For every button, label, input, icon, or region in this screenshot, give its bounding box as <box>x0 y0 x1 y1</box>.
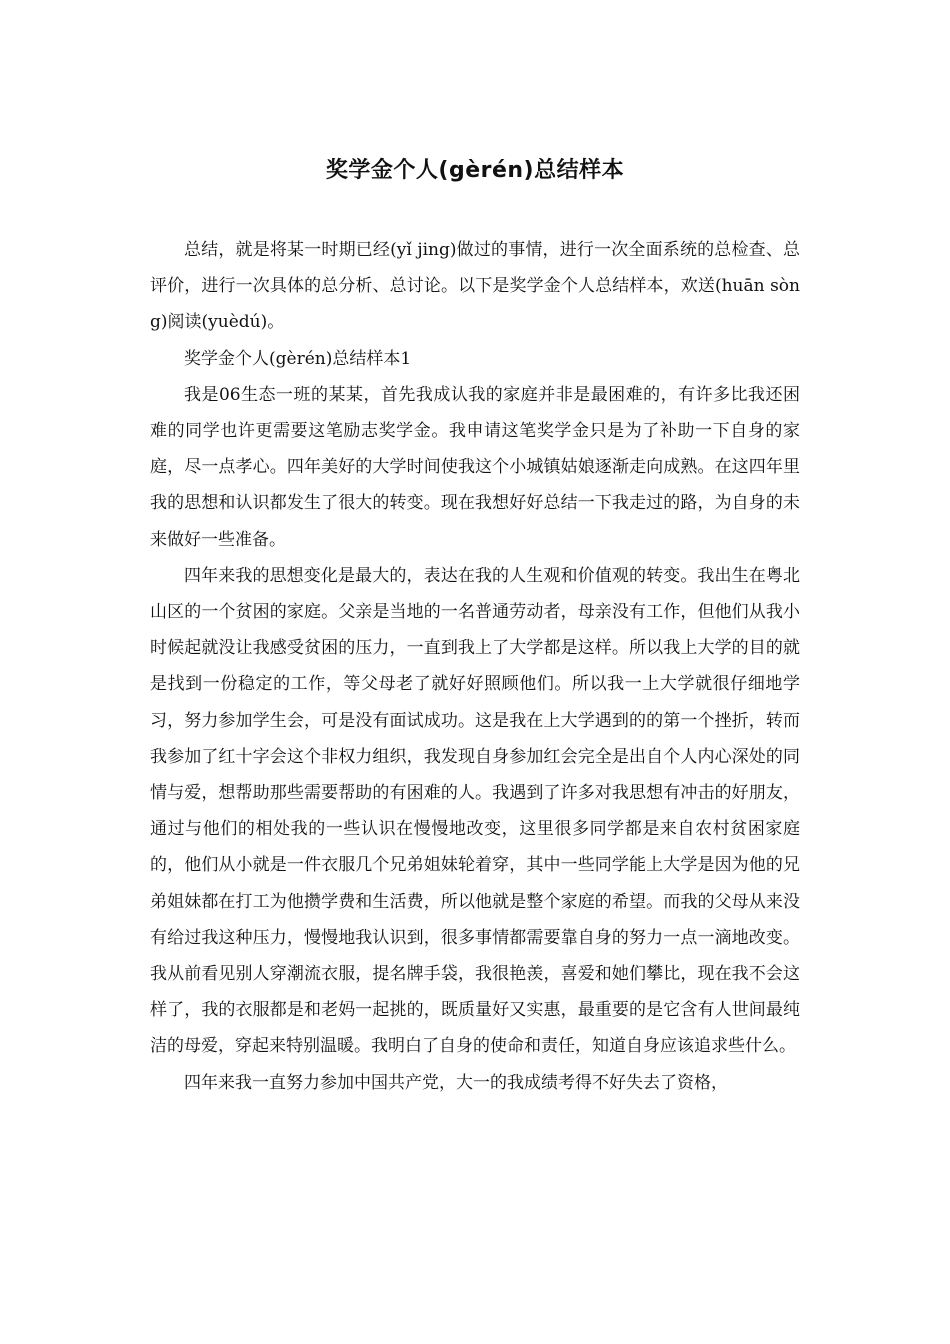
body-paragraph: 我是06生态一班的某某，首先我成认我的家庭并非是最困难的，有许多比我还困难的同学也许更需要这笔励志奖学金。我申请这笔奖学金只是为了补助一下自身的家庭，尽一点孝心。四年美好的大学时间使我这个小城镇姑娘逐渐走向成熟。在这四年里我的思想和认识都发生了很大的转变。现在我想好好总结一下我走过的路，为自身的未来做好一些准备。 <box>150 384 800 550</box>
document-body <box>150 232 800 1101</box>
intro-paragraph: 总结，就是将某一时期已经(yǐ jing)做过的事情，进行一次全面系统的总检查、总评价，进行一次具体的总分析、总讨论。以下是奖学金个人总结样本，欢送(huān sòng)阅读(yuèdú)。 <box>150 240 800 333</box>
body-paragraph: 四年来我的思想变化是最大的，表达在我的人生观和价值观的转变。我出生在粤北山区的一个贫困的家庭。父亲是当地的一名普通劳动者，母亲没有工作，但他们从我小时候起就没让我感受贫困的压力，一直到我上了大学都是这样。所以我上大学的目的就是找到一份稳定的工作，等父母老了就好好照顾他们。所以我一上大学就很仔细地学习，努力参加学生会，可是没有面试成功。这是我在上大学遇到的的第一个挫折，转而我参加了红十字会这个非权力组织，我发现自身参加红会完全是出自个人内心深处的同情与爱，想帮助那些需要帮助的有困难的人。我遇到了许多对我思想有冲击的好朋友，通过与他们的相处我的一些认识在慢慢地改变，这里很多同学都是来自农村贫困家庭的，他们从小就是一件衣服几个兄弟姐妹轮着穿，其中一些同学能上大学是因为他的兄弟姐妹都在打工为他攒学费和生活费，所以他就是整个家庭的希望。而我的父母从来没有给过我这种压力，慢慢地我认识到，很多事情都需要靠自身的努力一点一滴地改变。我从前看见别人穿潮流衣服，提名牌手袋，我很艳羡，喜爱和她们攀比，现在我不会这样了，我的衣服都是和老妈一起挑的，既质量好又实惠，最重要的是它含有人世间最纯洁的母爱，穿起来特别温暖。我明白了自身的使命和责任，知道自身应该追求些什么。 <box>150 565 800 1057</box>
section-heading: 奖学金个人(gèrén)总结样本1 <box>184 348 412 369</box>
document-title: 奖学金个人(gèrén)总结样本 <box>325 158 625 183</box>
body-paragraph: 四年来我一直努力参加中国共产党，大一的我成绩考得不好失去了资格， <box>184 1072 728 1093</box>
